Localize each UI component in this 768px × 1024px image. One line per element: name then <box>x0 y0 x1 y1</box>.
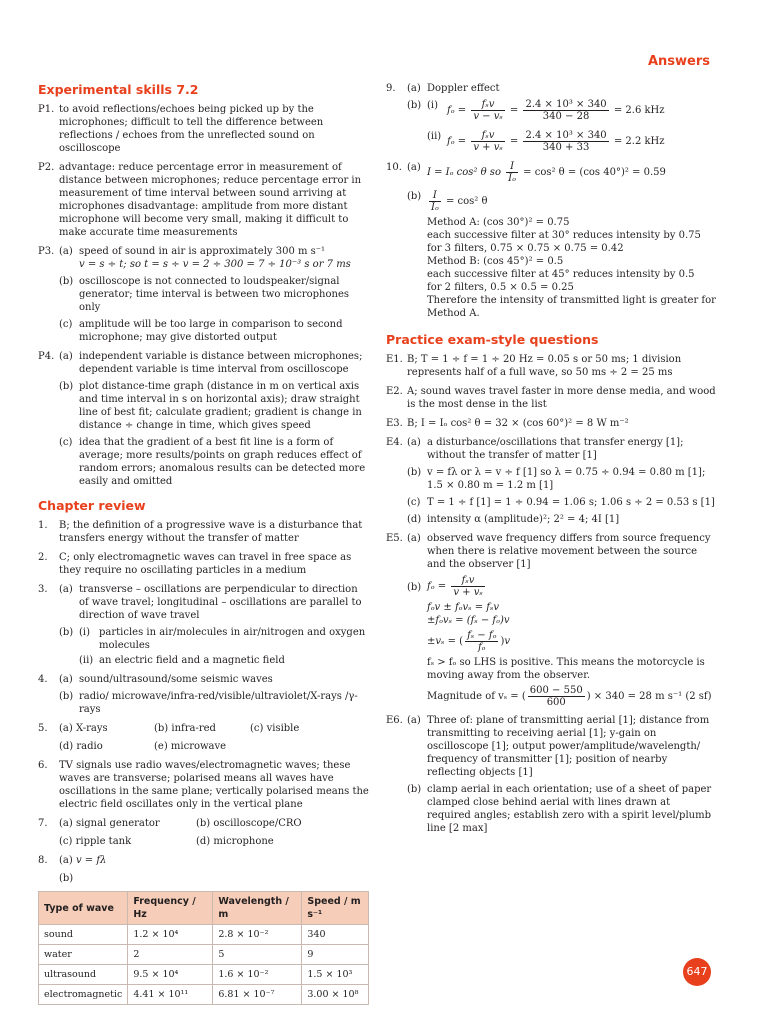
answer-p3b: (b) oscilloscope is not connected to loudspeaker/signal generator; time interval is between two microphones only <box>59 276 349 313</box>
review-q9: 9. (a) Doppler effect (b) (i) fₒ = $\frac{\text{fₛv}}{\text{v − vₛ}}$ = $\frac{\text{2.4 × 10³ × 340}}{340 - 28}$ = 2.6 kHz (ii) fₒ = $\frac{\text{fₛv}}{\text{v + vₛ}}$ = $\frac{\text{2.4 × 10³ × 340}}{340 + 33}$ = 2.2 kHz <box>386 82 716 153</box>
experimental-skills-heading: Experimental skills 7.2 <box>38 82 199 97</box>
chapter-review-heading: Chapter review <box>38 498 146 513</box>
answer-p1: P1. to avoid reflections/echoes being picked up by the microphones; difficult to tell the difference between reflections / echoes from the unreflected sound on oscilloscope <box>38 104 324 154</box>
review-q9bi: (i) fₒ = $\frac{\text{fₛv}}{\text{v − vₛ}}$ = $\frac{\text{2.4 × 10³ × 340}}{340 - 28}$ = 2.6 kHz <box>427 99 665 122</box>
table-row: electromagnetic 4.41 × 10¹¹ 6.81 × 10⁻⁷ 3.00 × 10⁸ <box>39 985 369 1005</box>
method-line: Method A: (cos 30°)² = 0.75 <box>427 217 570 228</box>
review-q7: 7. (a) signal generator (b) oscilloscope/CRO (c) ripple tank (d) microphone <box>38 818 302 847</box>
review-q1: 1. B; the definition of a progressive wave is a disturbance that transfers energy without the transfer of matter <box>38 520 363 544</box>
answer-e4a: (a) a disturbance/oscillations that transfer energy [1]; without the transfer of matter [1] <box>407 437 684 461</box>
answer-e6: E6. (a) Three of: plane of transmitting aerial [1]; distance from transmitting to receiving aerial [1]; y-gain on oscilloscope [1]; output power/amplitude/wavelength/ frequency of transmitter [1]; position of nearby reflecting objects [1] (b) clamp aerial in each orientation; use of a sheet of paper clamped close behind aerial with lines drawn at required angles; establish zero with a spirit level/plumb line [2 max] <box>386 714 716 835</box>
left-column <box>38 82 370 1005</box>
method-line: for 2 filters, 0.5 × 0.5 = 0.25 <box>427 282 574 293</box>
table-header: Type of wave <box>39 892 128 925</box>
review-q2: 2. C; only electromagnetic waves can travel in free space as they require no oscillating particles in a medium <box>38 552 352 576</box>
answer-e5a: (a) observed wave frequency differs from source frequency when there is relative movement between the source and the observer [1] <box>407 533 711 570</box>
review-q10b: (b) $\frac{I}{\text{Iₒ}}$ = cos² θ Method A: (cos 30°)² = 0.75 each successive filter at 30° reduces intensity by 0.75 for 3 filters, 0.75 × 0.75 × 0.75 = 0.42 Method B: (cos 45°)² = 0.5 each successive filter at 45° reduces intensity by 0.5 for 2 filters, 0.5 × 0.5 = 0.25 Therefore the intensity of transmitted light is greater for Method A. <box>407 190 716 319</box>
answer-p2: P2. advantage: reduce percentage error in measurement of distance between microphones; reduce percentage error in measurement of time interval between sound arriving at microphones disadvantage: amplitude from more distant microphone will become very small, making it difficult to make accurate time measurements <box>38 162 362 238</box>
table-header: Frequency / Hz <box>128 892 213 925</box>
table-row: ultrasound 9.5 × 10⁴ 1.6 × 10⁻² 1.5 × 10³ <box>39 965 369 985</box>
method-line: Therefore the intensity of transmitted light is greater for Method A. <box>427 295 716 319</box>
review-q4a: (a) sound/ultrasound/some seismic waves <box>59 674 273 685</box>
answer-p3c: (c) amplitude will be too large in comparison to second microphone; may give distorted output <box>59 319 343 343</box>
answer-e6b: (b) clamp aerial in each orientation; use of a sheet of paper clamped close behind aerial with lines drawn at required angles; establish zero with a spirit level/plumb line [2 max] <box>407 784 712 834</box>
review-q3b: (b) (i) particles in air/molecules in air/nitrogen and oxygen molecules (ii) an electric field and a magnetic field <box>59 626 370 667</box>
answer-e5b: (b) fₒ = $\frac{\text{fₛv}}{\text{v + vₛ}}$ fₒv ± fₒvₛ = fₛv ±fₒvₛ = (fₛ − fₒ)v ±vₛ = ( $\frac{\text{fₛ − fₒ}}{\text{fₒ}}$ )v fₛ > fₒ so LHS is positive. This means the motorcycle is moving away from the observer. Magnitude of vₛ = ( $\frac{600 - 550}{600}$ ) × 340 = 28 m s⁻¹ (2 sf) <box>407 575 712 708</box>
answer-p4a: (a) independent variable is distance between microphones; dependent variable is time interval from oscilloscope <box>59 351 363 375</box>
review-q5: 5. (a) X-rays (b) infra-red (c) visible (d) radio (e) microwave <box>38 723 300 752</box>
answer-e4b: (b) v = fλ or λ = v ÷ f [1] so λ = 0.75 ÷ 0.94 = 0.80 m [1]; 1.5 × 0.80 m = 1.2 m [1] <box>407 467 706 491</box>
review-q9b: (b) (i) fₒ = $\frac{\text{fₛv}}{\text{v − vₛ}}$ = $\frac{\text{2.4 × 10³ × 340}}{340 - 28}$ = 2.6 kHz (ii) fₒ = $\frac{\text{fₛv}}{\text{v + vₛ}}$ = $\frac{\text{2.4 × 10³ × 340}}{340 + 33}$ = 2.2 kHz <box>407 99 716 153</box>
answer-e4d: (d) intensity α (amplitude)²; 2² = 4; 4I [1] <box>407 514 620 525</box>
table-header: Speed / m s⁻¹ <box>302 892 369 925</box>
table-row: sound 1.2 × 10⁴ 2.8 × 10⁻² 340 <box>39 925 369 945</box>
review-q9a: (a) Doppler effect <box>407 83 500 94</box>
page-number-badge: 647 <box>683 958 711 986</box>
review-q9bii: (ii) fₒ = $\frac{\text{fₛv}}{\text{v + vₛ}}$ = $\frac{\text{2.4 × 10³ × 340}}{340 + 33}$ = 2.2 kHz <box>427 130 665 153</box>
method-line: Method B: (cos 45°)² = 0.5 <box>427 256 564 267</box>
review-q3bi: (i) particles in air/molecules in air/nitrogen and oxygen molecules <box>79 627 366 651</box>
review-q3a: (a) transverse – oscillations are perpendicular to direction of wave travel; longitudinal – oscillations are parallel to direction of wave travel <box>59 584 362 621</box>
table-row: water 2 5 9 <box>39 945 369 965</box>
answer-p4b: (b) plot distance-time graph (distance in m on vertical axis and time interval in s on horizontal axis); draw straight line of best fit; calculate gradient; gradient is change in distance ÷ change in time, which gives speed <box>59 381 362 431</box>
table-header: Wavelength / m <box>213 892 302 925</box>
wave-table <box>38 891 369 1005</box>
review-q3bii: (ii) an electric field and a magnetic field <box>79 655 285 666</box>
method-line: each successive filter at 30° reduces intensity by 0.75 <box>427 230 701 241</box>
answer-e3: E3. B; I = Iₒ cos² θ = 32 × (cos 60°)² = 8 W m⁻² <box>386 418 629 429</box>
answer-p3: P3. (a) speed of sound in air is approximately 300 m s⁻¹ v = s ÷ t; so t = s ÷ v = 2 ÷ 300 = 7 ÷ 10⁻³ s or 7 ms (b) oscilloscope is not connected to loudspeaker/signal generator; time interval is between two microphones only (c) amplitude will be too large in comparison to second microphone; may give distorted output <box>38 245 370 344</box>
answer-p3a: (a) speed of sound in air is approximately 300 m s⁻¹ v = s ÷ t; so t = s ÷ v = 2 ÷ 300 = 7 ÷ 10⁻³ s or 7 ms <box>59 246 351 270</box>
review-q10a: (a) I = Iₒ cos² θ so $\frac{I}{\text{Iₒ}}$ = cos² θ = (cos 40°)² = 0.59 <box>407 161 666 184</box>
answer-p4: P4. (a) independent variable is distance between microphones; dependent variable is time interval from oscilloscope (b) plot distance-time graph (distance in m on vertical axis and time interval in s on horizontal axis); draw straight line of best fit; calculate gradient; gradient is change in distance ÷ change in time, which gives speed (c) idea that the gradient of a best fit line is a form of average; more results/points on graph reduces effect of random errors; anomalous results can be detected more easily and omitted <box>38 350 370 488</box>
right-column <box>386 82 716 841</box>
practice-heading: Practice exam-style questions <box>386 332 599 347</box>
answer-e6a: (a) Three of: plane of transmitting aerial [1]; distance from transmitting to receiving aerial [1]; y-gain on oscilloscope [1]; output power/amplitude/wavelength/ frequency of transmitter [1]; position of nearby reflecting objects [1] <box>407 715 710 778</box>
method-line: for 3 filters, 0.75 × 0.75 × 0.75 = 0.42 <box>427 243 624 254</box>
answer-e4: E4. (a) a disturbance/oscillations that transfer energy [1]; without the transfer of matter [1] (b) v = fλ or λ = v ÷ f [1] so λ = 0.75 ÷ 0.94 = 0.80 m [1]; 1.5 × 0.80 m = 1.2 m [1] (c) T = 1 ÷ f [1] = 1 ÷ 0.94 = 1.06 s; 1.06 s ÷ 2 = 0.53 s [1] (d) intensity α (amplitude)²; 2² = 4; 4I [1] <box>386 437 715 525</box>
review-q3: 3. (a) transverse – oscillations are perpendicular to direction of wave travel; longitudinal – oscillations are parallel to direction of wave travel (b) (i) particles in air/molecules in air/nitrogen and oxygen molecules (ii) an electric field and a magnetic field <box>38 583 370 667</box>
review-q8: 8. (a) v = fλ (b) <box>38 855 107 884</box>
method-line: each successive filter at 45° reduces intensity by 0.5 <box>427 269 695 280</box>
answer-e5: E5. (a) observed wave frequency differs from source frequency when there is relative movement between the source and the observer [1] (b) fₒ = $\frac{\text{fₛv}}{\text{v + vₛ}}$ fₒv ± fₒvₛ = fₛv ±fₒvₛ = (fₛ − fₒ)v ±vₛ = ( $\frac{\text{fₛ − fₒ}}{\text{fₒ}}$ )v fₛ > fₒ so LHS is positive. This means the motorcycle is moving away from the observer. Magnitude of vₛ = ( $\frac{600 - 550}{600}$ ) × 340 = 28 m s⁻¹ (2 sf) <box>386 532 716 708</box>
answer-p4c: (c) idea that the gradient of a best fit line is a form of average; more results/points on graph reduces effect of random errors; anomalous results can be detected more easily and omitted <box>59 437 366 487</box>
review-q6: 6. TV signals use radio waves/electromagnetic waves; these waves are transverse; polarised means all waves have oscillations in the same plane; vertically polarised means the electric field oscillates only in the vertical plane <box>38 760 369 810</box>
answer-e2: E2. A; sound waves travel faster in more dense media, and wood is the most dense in the list <box>386 386 716 410</box>
section-header: Answers <box>647 54 710 69</box>
review-q4: 4. (a) sound/ultrasound/some seismic waves (b) radio/ microwave/infra-red/visible/ultraviolet/X-rays /γ-rays <box>38 673 370 716</box>
review-q4b: (b) radio/ microwave/infra-red/visible/ultraviolet/X-rays /γ-rays <box>59 691 358 715</box>
answer-e1: E1. B; T = 1 ÷ f = 1 ÷ 20 Hz = 0.05 s or 50 ms; 1 division represents half of a full wave, so 50 ms ÷ 2 = 25 ms <box>386 354 682 378</box>
answer-e4c: (c) T = 1 ÷ f [1] = 1 ÷ 0.94 = 1.06 s; 1.06 s ÷ 2 = 0.53 s [1] <box>407 497 715 508</box>
review-q10: 10. (a) I = Iₒ cos² θ so $\frac{I}{\text{Iₒ}}$ = cos² θ = (cos 40°)² = 0.59 (b) $\frac{I}{\text{Iₒ}}$ = cos² θ Method A: (cos 30°)² = 0.75 each successive filter at 30° reduces intensity by 0.75 for 3 filters, 0.75 × 0.75 × 0.75 = 0.42 Method B: (cos 45°)² = 0.5 each successive filter at 45° reduces intensity by 0.5 for 2 filters, 0.5 × 0.5 = 0.25 Therefore the intensity of transmitted light is greater for Method A. <box>386 161 716 319</box>
